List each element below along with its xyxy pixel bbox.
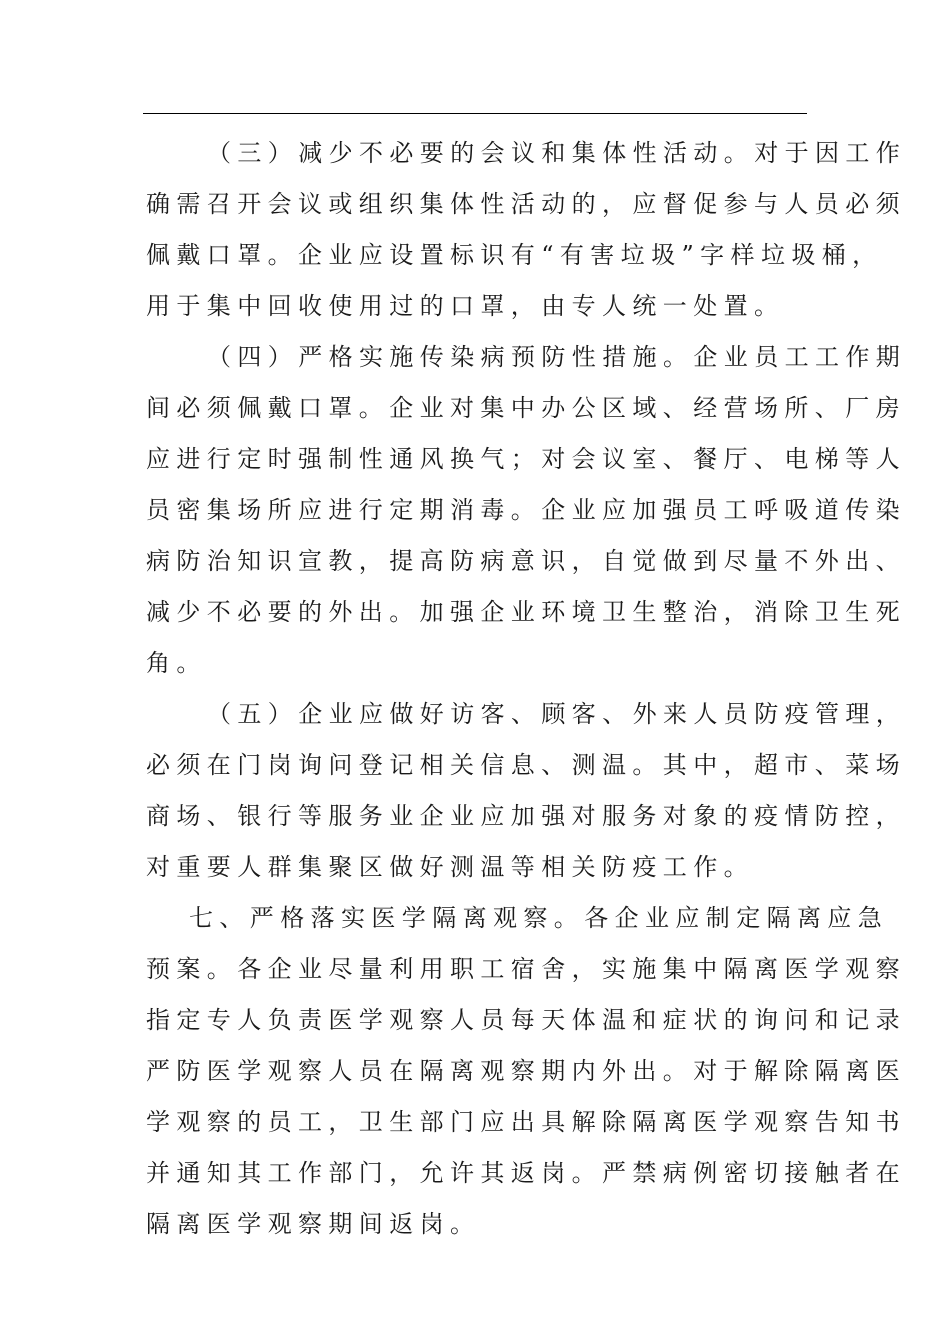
text-line: 必须在门岗询问登记相关信息、测温。其中，超市、菜场 — [146, 751, 906, 779]
text-line: 七、严格落实医学隔离观察。各企业应制定隔离应急 — [189, 904, 889, 932]
text-line: （三）减少不必要的会议和集体性活动。对于因工作 — [207, 139, 907, 167]
text-line: 严防医学观察人员在隔离观察期内外出。对于解除隔离医 — [146, 1057, 906, 1085]
text-line: 员密集场所应进行定期消毒。企业应加强员工呼吸道传染 — [146, 496, 906, 524]
text-line: 佩戴口罩。企业应设置标识有“有害垃圾”字样垃圾桶， — [146, 241, 883, 269]
text-line: 间必须佩戴口罩。企业对集中办公区域、经营场所、厂房 — [146, 394, 906, 422]
text-line: 角。 — [146, 649, 207, 677]
text-line: 病防治知识宣教，提高防病意识，自觉做到尽量不外出、 — [146, 547, 906, 575]
text-line: 确需召开会议或组织集体性活动的，应督促参与人员必须 — [146, 190, 906, 218]
text-line: 应进行定时强制性通风换气；对会议室、餐厅、电梯等人 — [146, 445, 906, 473]
paragraph-section-7 — [146, 893, 906, 1250]
text-line: （四）严格实施传染病预防性措施。企业员工工作期 — [207, 343, 907, 371]
text-line: 并通知其工作部门，允许其返岗。严禁病例密切接触者在 — [146, 1159, 906, 1187]
text-line: 学观察的员工，卫生部门应出具解除隔离医学观察告知书 — [146, 1108, 906, 1136]
text-line: （五）企业应做好访客、顾客、外来人员防疫管理， — [207, 700, 907, 728]
text-line: 用于集中回收使用过的口罩，由专人统一处置。 — [146, 292, 785, 320]
header-rule — [143, 113, 807, 114]
paragraph-item-4 — [146, 332, 907, 689]
text-line: 减少不必要的外出。加强企业环境卫生整治，消除卫生死 — [146, 598, 906, 626]
document-body — [146, 128, 907, 1250]
paragraph-item-5 — [146, 689, 907, 893]
text-line: 商场、银行等服务业企业应加强对服务对象的疫情防控， — [146, 802, 906, 830]
paragraph-item-3 — [146, 128, 907, 332]
text-line: 对重要人群集聚区做好测温等相关防疫工作。 — [146, 853, 754, 881]
text-line: 指定专人负责医学观察人员每天体温和症状的询问和记录 — [146, 1006, 906, 1034]
text-line: 隔离医学观察期间返岗。 — [146, 1210, 481, 1238]
text-line: 预案。各企业尽量利用职工宿舍，实施集中隔离医学观察 — [146, 955, 906, 983]
